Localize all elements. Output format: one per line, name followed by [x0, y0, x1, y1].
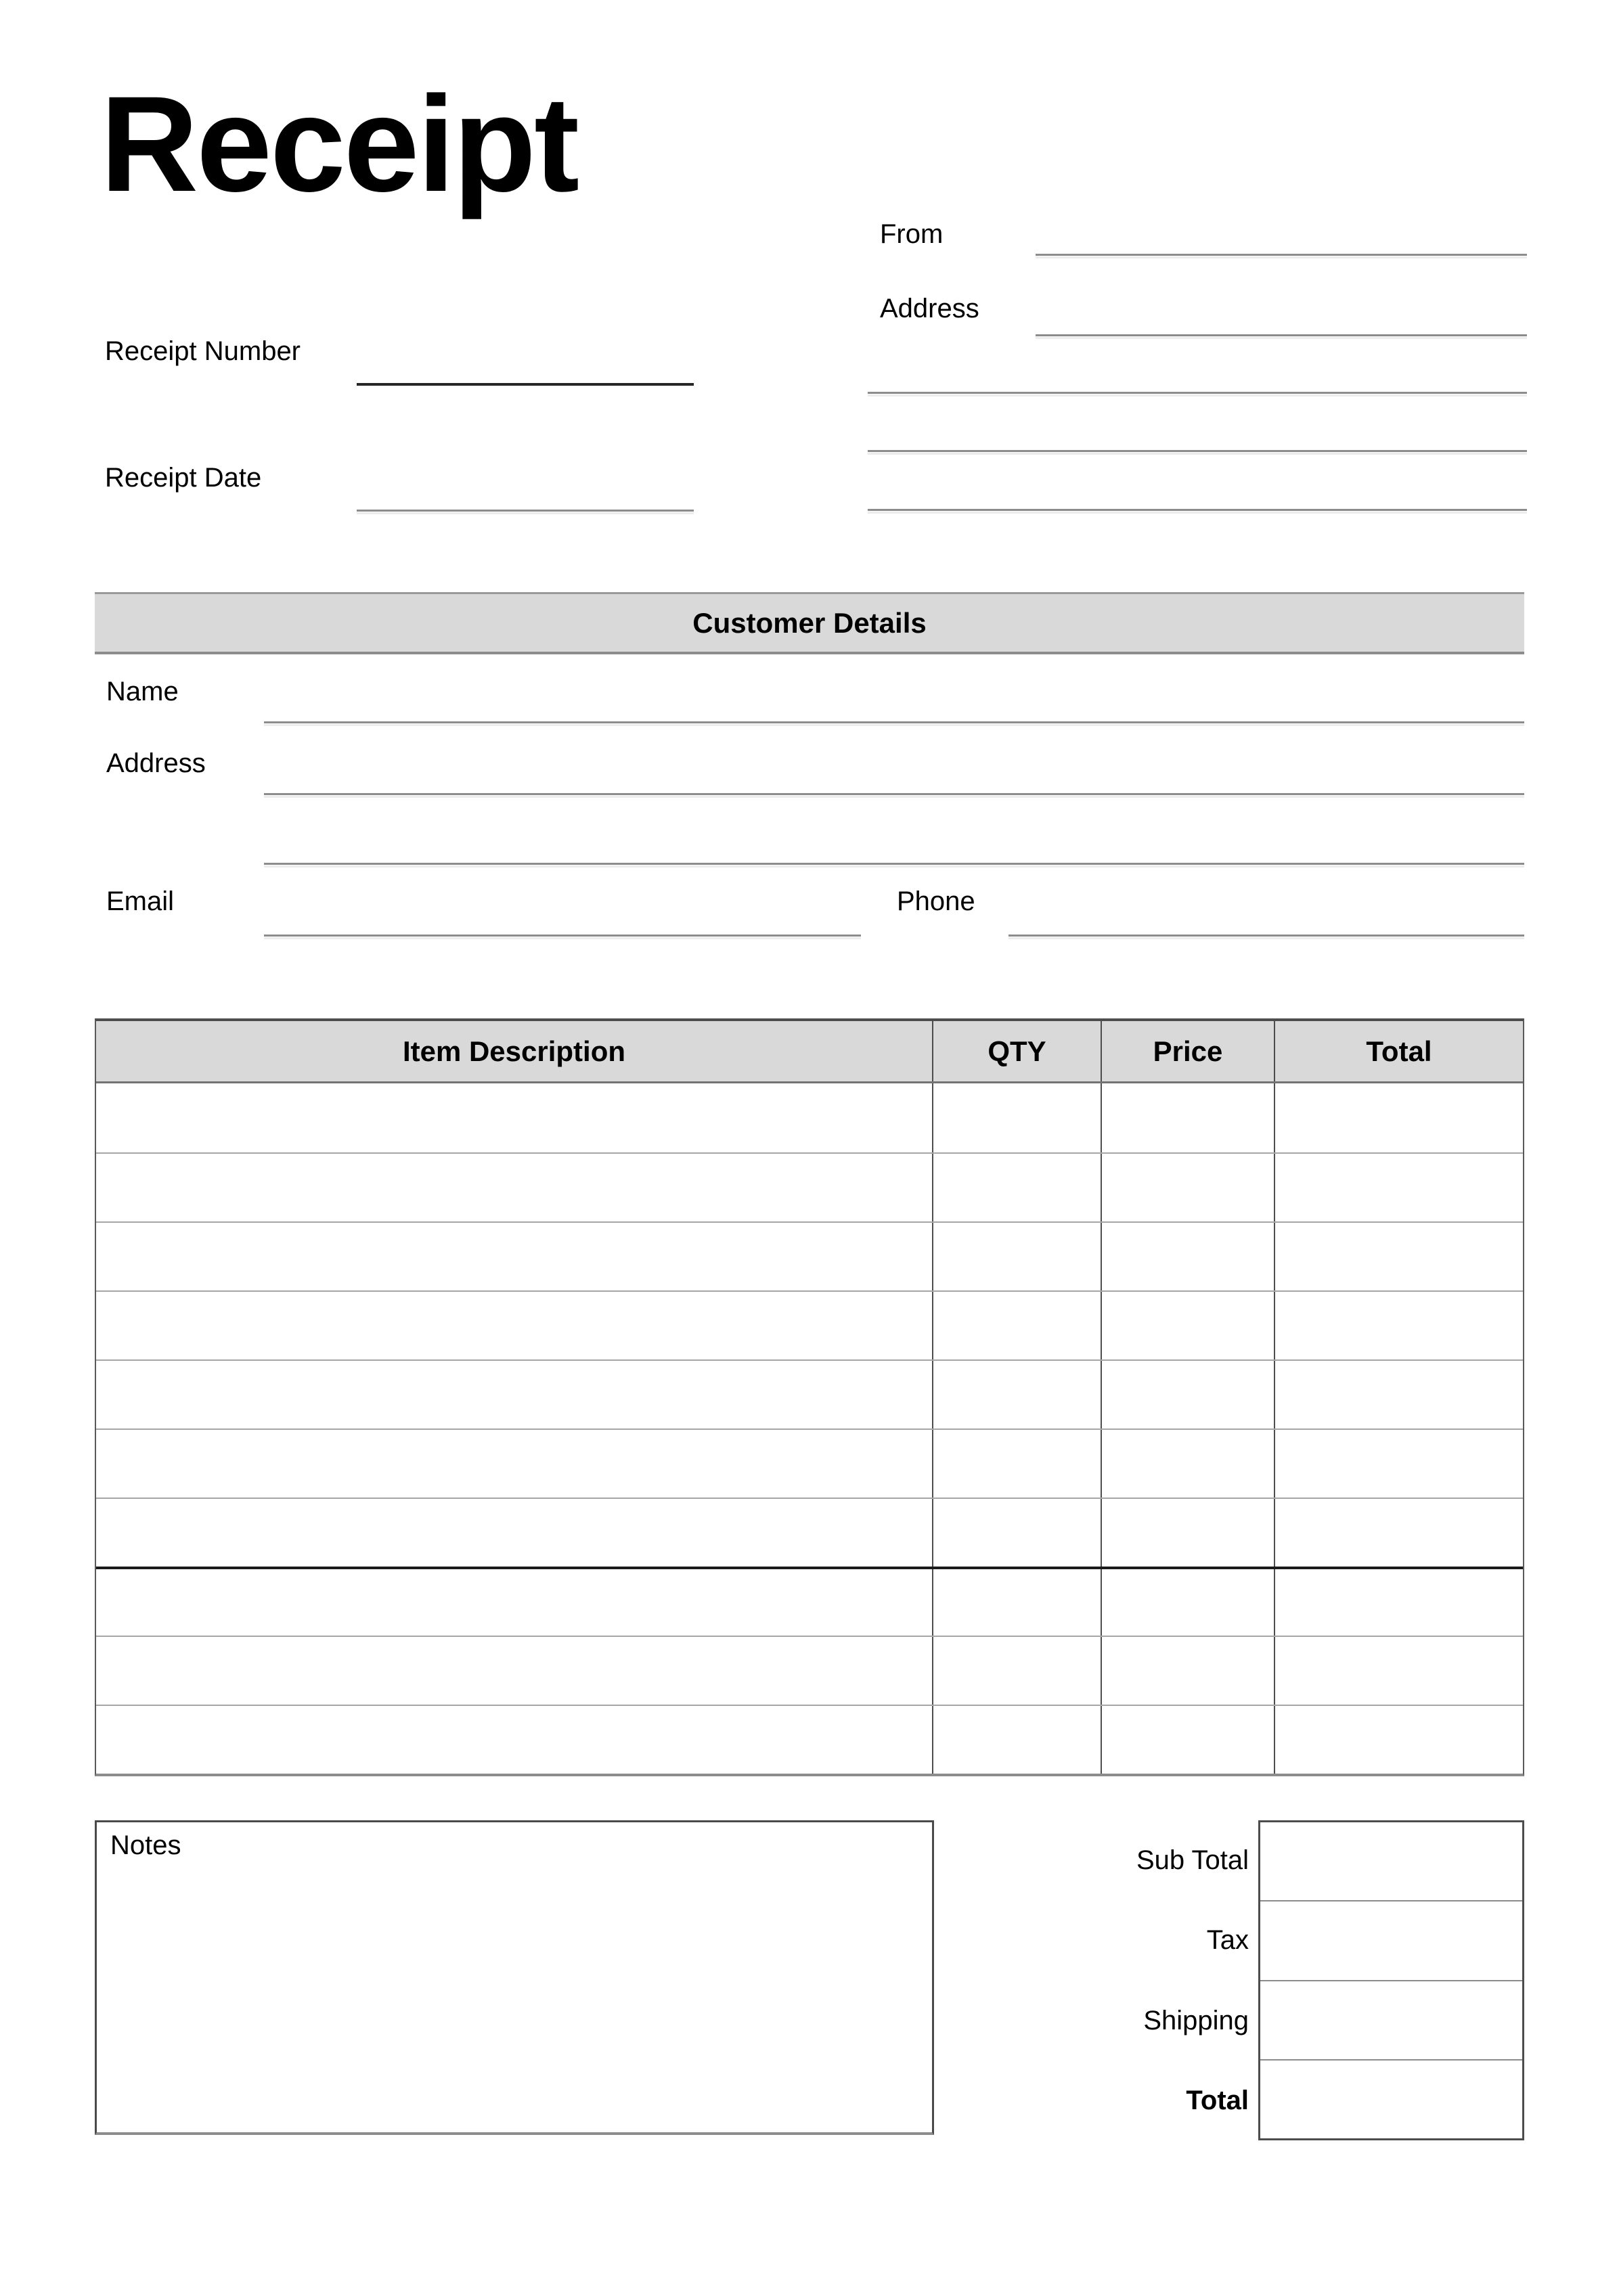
item-total-cell[interactable]: [1275, 1292, 1523, 1359]
item-qty-cell[interactable]: [933, 1499, 1102, 1567]
item-total-cell[interactable]: [1275, 1706, 1523, 1774]
customer-address-line-2[interactable]: [264, 863, 1524, 865]
item-price-cell[interactable]: [1102, 1706, 1275, 1774]
customer-details-title: Customer Details: [692, 606, 927, 639]
item-price-cell[interactable]: [1102, 1223, 1275, 1290]
total-value-box[interactable]: [1260, 2059, 1522, 2138]
seller-address-line-2[interactable]: [868, 392, 1527, 394]
item-price-cell[interactable]: [1102, 1499, 1275, 1567]
item-description-cell[interactable]: [96, 1569, 933, 1636]
receipt-number-label: Receipt Number: [105, 336, 301, 366]
item-price-cell[interactable]: [1102, 1569, 1275, 1636]
table-row: [96, 1428, 1523, 1498]
shipping-label: Shipping: [1143, 2006, 1249, 2035]
customer-name-label: Name: [106, 677, 179, 706]
item-price-cell[interactable]: [1102, 1292, 1275, 1359]
item-price-cell[interactable]: [1102, 1083, 1275, 1152]
item-description-cell[interactable]: [96, 1361, 933, 1428]
table-row: [96, 1636, 1523, 1705]
receipt-number-field-line[interactable]: [357, 383, 694, 386]
table-row: [96, 1498, 1523, 1567]
customer-email-label: Email: [106, 886, 175, 916]
item-description-cell[interactable]: [96, 1637, 933, 1705]
item-description-cell[interactable]: [96, 1706, 933, 1774]
items-table-header-row: [96, 1021, 1523, 1083]
customer-phone-label: Phone: [897, 886, 975, 916]
table-row: [96, 1221, 1523, 1290]
seller-address-line-1[interactable]: [1036, 334, 1527, 336]
item-description-cell[interactable]: [96, 1499, 933, 1567]
item-qty-cell[interactable]: [933, 1706, 1102, 1774]
item-total-cell[interactable]: [1275, 1361, 1523, 1428]
item-total-cell[interactable]: [1275, 1223, 1523, 1290]
item-description-cell[interactable]: [96, 1292, 933, 1359]
item-description-cell[interactable]: [96, 1430, 933, 1498]
item-qty-cell[interactable]: [933, 1430, 1102, 1498]
from-field-line[interactable]: [1036, 254, 1527, 256]
table-row: [96, 1083, 1523, 1152]
total-header: Total: [1366, 1035, 1432, 1067]
item-total-cell[interactable]: [1275, 1083, 1523, 1152]
shipping-value-box[interactable]: [1260, 1980, 1522, 2059]
seller-address-label: Address: [880, 294, 979, 323]
item-qty-cell[interactable]: [933, 1154, 1102, 1221]
customer-address-line-1[interactable]: [264, 793, 1524, 795]
item-qty-cell[interactable]: [933, 1292, 1102, 1359]
tax-label: Tax: [1206, 1925, 1249, 1955]
receipt-date-field-line[interactable]: [357, 510, 694, 512]
item-total-cell[interactable]: [1275, 1569, 1523, 1636]
table-row: [96, 1567, 1523, 1636]
items-table-body: [96, 1083, 1523, 1774]
item-total-cell[interactable]: [1275, 1499, 1523, 1567]
item-description-cell[interactable]: [96, 1154, 933, 1221]
customer-email-line[interactable]: [264, 935, 861, 937]
item-total-cell[interactable]: [1275, 1154, 1523, 1221]
item-price-cell[interactable]: [1102, 1430, 1275, 1498]
item-qty-cell[interactable]: [933, 1361, 1102, 1428]
customer-name-line[interactable]: [264, 721, 1524, 723]
table-row: [96, 1290, 1523, 1359]
total-label: Total: [1186, 2086, 1249, 2115]
table-row: [96, 1705, 1523, 1774]
items-table: [95, 1018, 1524, 1776]
item-description-cell[interactable]: [96, 1223, 933, 1290]
item-total-cell[interactable]: [1275, 1430, 1523, 1498]
receipt-date-label: Receipt Date: [105, 463, 262, 493]
item-description-header: Item Description: [96, 1021, 933, 1081]
item-total-cell[interactable]: [1275, 1637, 1523, 1705]
item-price-cell[interactable]: [1102, 1637, 1275, 1705]
table-row: [96, 1152, 1523, 1221]
item-price-cell[interactable]: [1102, 1361, 1275, 1428]
tax-value-box[interactable]: [1260, 1900, 1522, 1979]
table-row: [96, 1359, 1523, 1428]
customer-phone-line[interactable]: [1008, 935, 1524, 937]
item-price-cell[interactable]: [1102, 1154, 1275, 1221]
qty-header: QTY: [933, 1021, 1102, 1081]
customer-address-label: Address: [106, 748, 206, 778]
price-header: Price: [1102, 1021, 1275, 1081]
sub-total-label: Sub Total: [1136, 1845, 1249, 1875]
notes-label: Notes: [110, 1830, 181, 1860]
item-qty-cell[interactable]: [933, 1223, 1102, 1290]
item-qty-cell[interactable]: [933, 1637, 1102, 1705]
seller-address-line-4[interactable]: [868, 509, 1527, 511]
from-label: From: [880, 219, 944, 249]
totals-box-column: [1258, 1820, 1524, 2140]
page-title: Receipt: [100, 68, 578, 220]
item-qty-cell[interactable]: [933, 1083, 1102, 1152]
sub-total-value-box[interactable]: [1260, 1822, 1522, 1900]
item-qty-cell[interactable]: [933, 1569, 1102, 1636]
item-description-cell[interactable]: [96, 1083, 933, 1152]
seller-address-line-3[interactable]: [868, 450, 1527, 452]
notes-box[interactable]: [95, 1820, 934, 2135]
customer-details-header: [95, 592, 1524, 654]
